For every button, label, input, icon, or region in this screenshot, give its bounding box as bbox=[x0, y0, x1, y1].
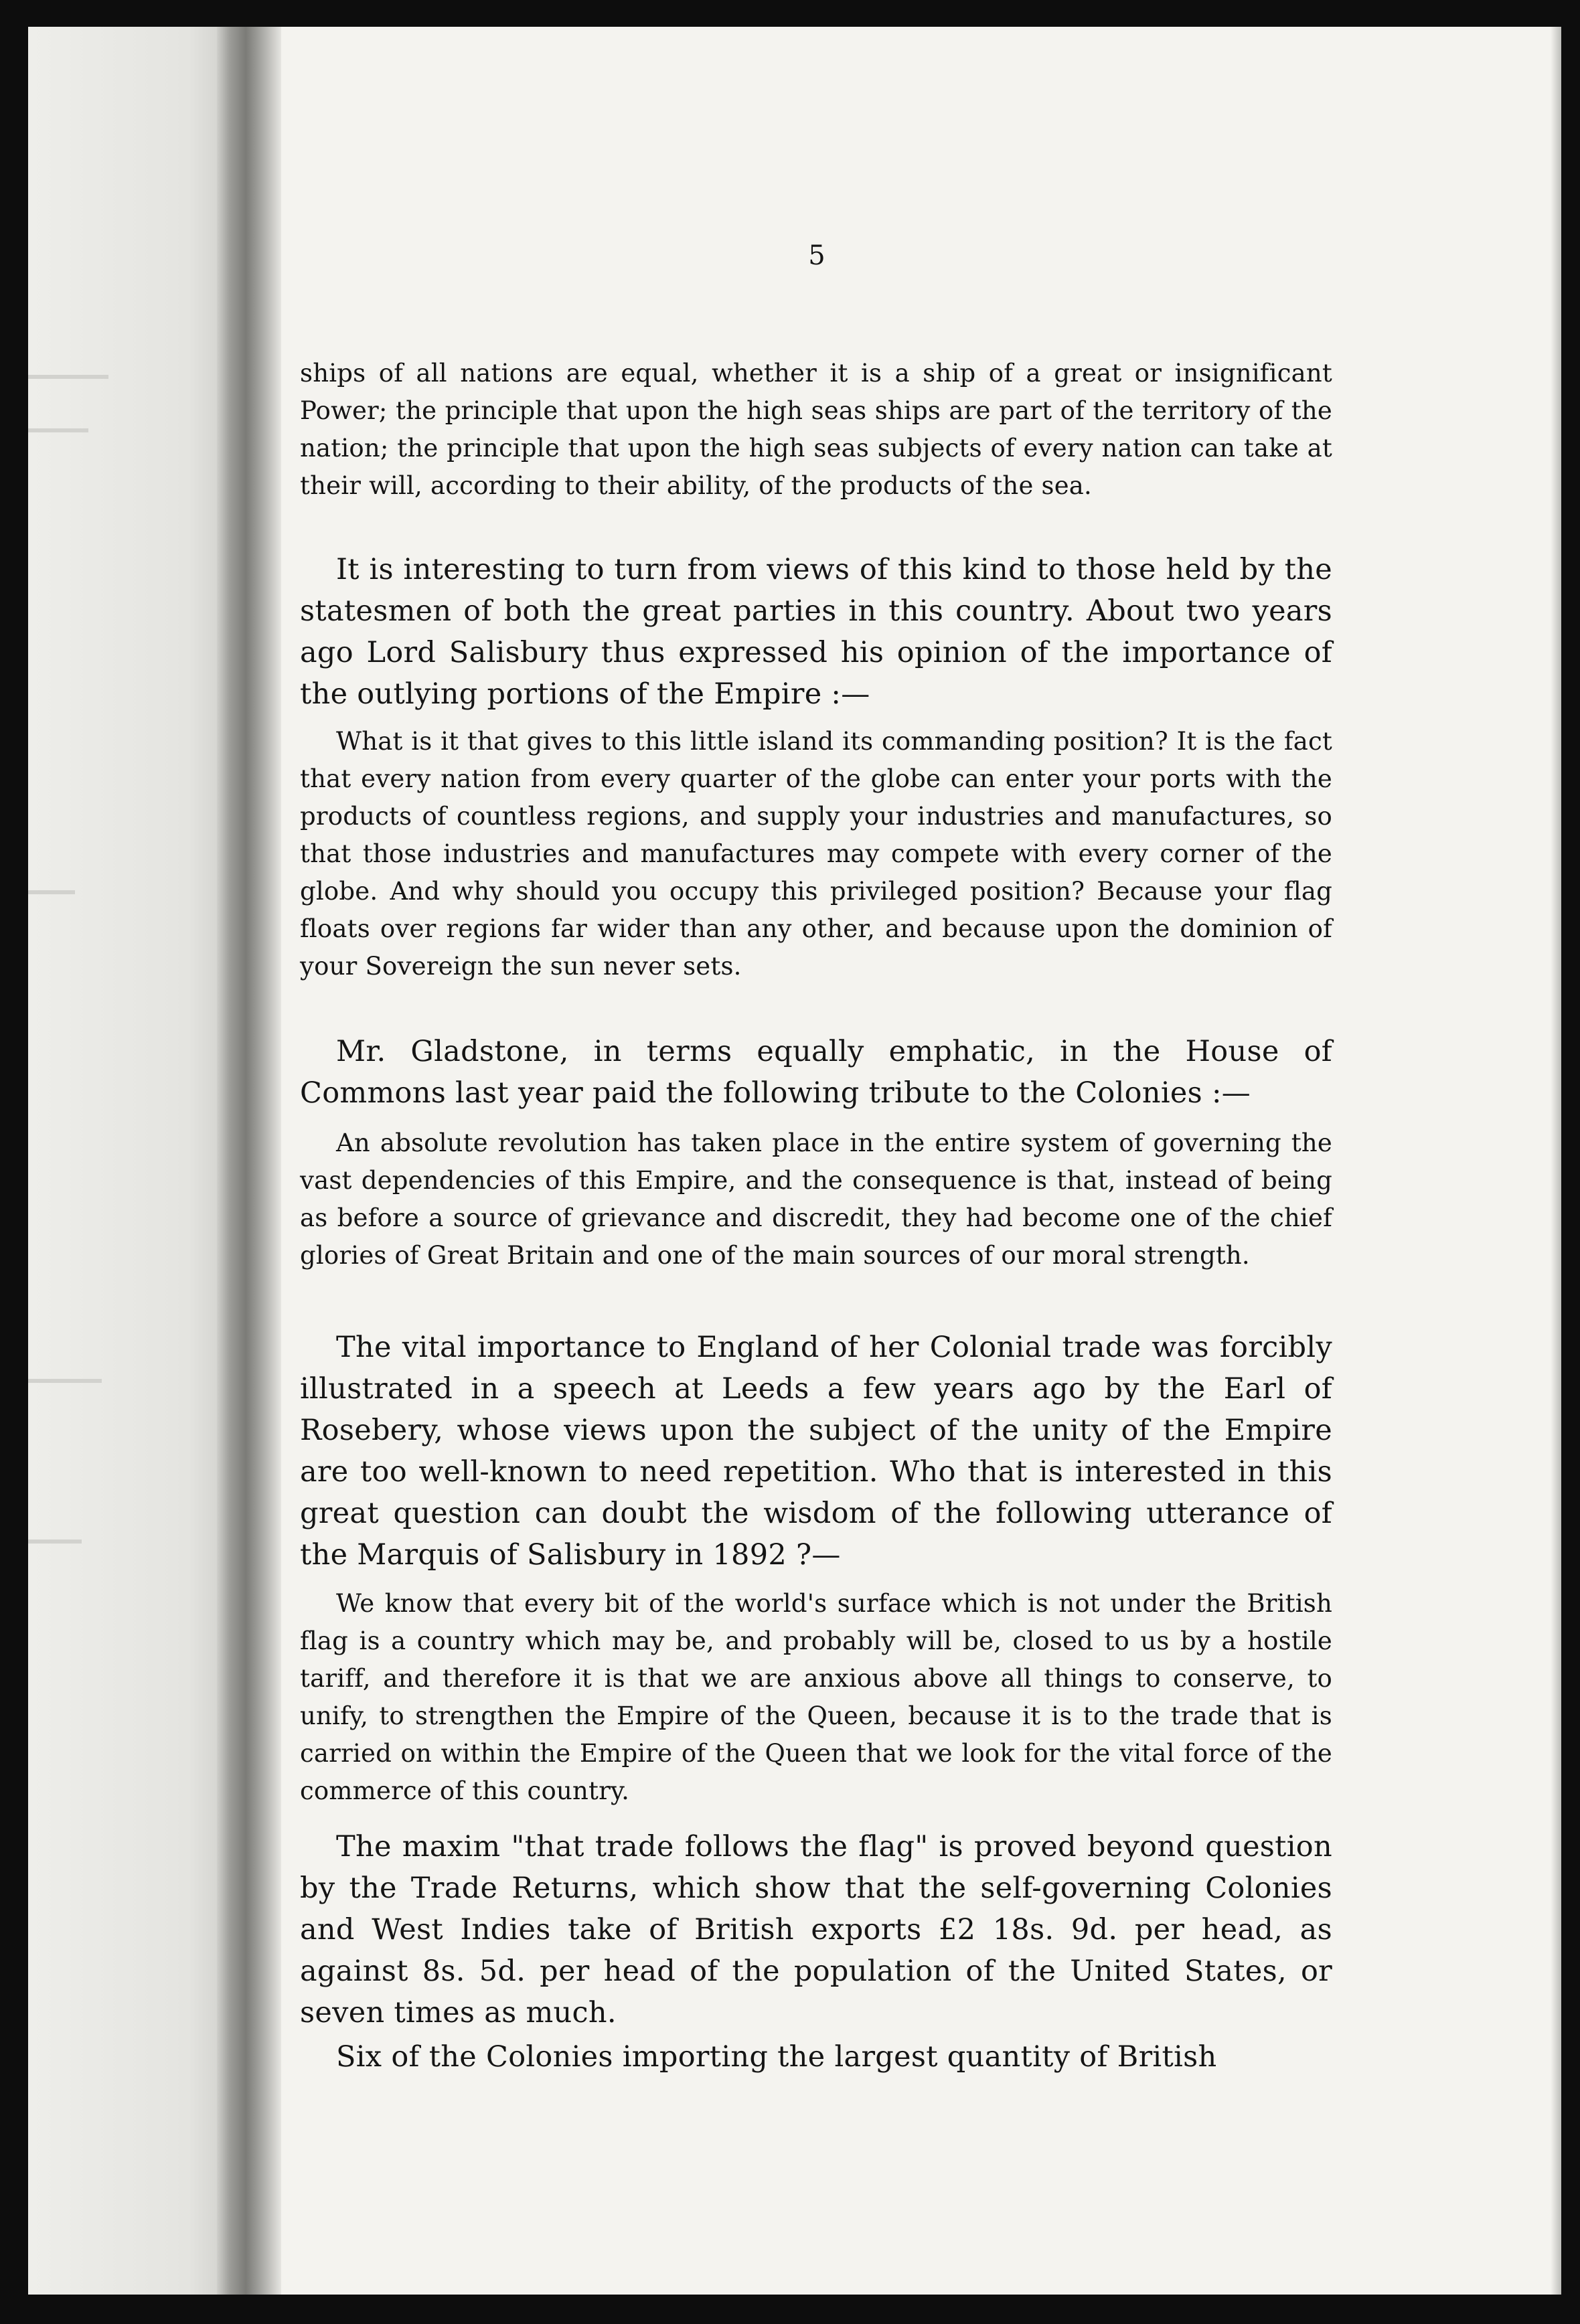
facing-page-edge bbox=[28, 27, 217, 2295]
quote-paragraph: What is it that gives to this little island its commanding position? It is the fact that every nation from every quarter of the globe can enter your ports with the products of countless regions, and supply your industries and manufactures, so that those industries and manufactures may compete with every corner of the globe. And why should you occupy this privileged position? Because your flag floats over regions far wider than any other, and because upon the dominion of your Sovereign the sun never sets. bbox=[300, 727, 1332, 981]
facing-page-bleed bbox=[28, 428, 88, 432]
paper-sheet bbox=[28, 27, 1561, 2295]
facing-page-bleed bbox=[28, 375, 108, 379]
facing-page-bleed bbox=[28, 1379, 102, 1383]
body-paragraph: The vital importance to England of her Colonial trade was forcibly illustrated in a speech at Leeds a few years ago by the Earl of Rosebery, whose views upon the subject of the unity of the Empire are too well-known to need repetition. Who that is interested in this great question can doubt the wisdom of the following utterance of the Marquis of Salisbury in 1892 ?— bbox=[300, 1331, 1332, 1572]
body-paragraph: Mr. Gladstone, in terms equally emphatic, in the House of Commons last year paid the following tribute to the Colonies :— bbox=[300, 1035, 1332, 1110]
facing-page-bleed bbox=[28, 1540, 82, 1544]
body-paragraph: It is interesting to turn from views of this kind to those held by the statesmen of both the great parties in this country. About two years ago Lord Salisbury thus expressed his opinion of the importance of the outlying portions of the Empire :— bbox=[300, 553, 1332, 711]
body-paragraph: Six of the Colonies importing the largest quantity of British bbox=[336, 2040, 1217, 2074]
quote-paragraph: An absolute revolution has taken place in the entire system of governing the vast dependencies of this Empire, and the consequence is that, instead of being as before a source of grievance and discredit, they had become one of the chief glories of Great Britain and one of the main sources of our moral strength. bbox=[300, 1129, 1332, 1270]
page-number: 5 bbox=[808, 240, 825, 271]
body-paragraph: The maxim "that trade follows the flag" is proved beyond question by the Trade Returns, which show that the self-governing Colonies and West Indies take of British exports £2 18s. 9d. per head, as against 8s. 5d. per head of the population of the United States, or seven times as much. bbox=[300, 1830, 1332, 2029]
quote-paragraph: ships of all nations are equal, whether it is a ship of a great or insignificant Power; the principle that upon the high seas ships are part of the territory of the nation; the principle that upon the high seas subjects of every nation can take at their will, according to their ability, of the products of the sea. bbox=[300, 359, 1332, 500]
quote-paragraph: We know that every bit of the world's surface which is not under the British flag is a country which may be, and probably will be, closed to us by a hostile tariff, and therefore it is that we are anxious above all things to conserve, to unify, to strengthen the Empire of the Queen, because it is to the trade that is carried on within the Empire of the Queen that we look for the vital force of the commerce of this country. bbox=[300, 1589, 1332, 1805]
facing-page-bleed bbox=[28, 890, 75, 894]
page-edge-shadow bbox=[1551, 27, 1561, 2295]
binding-shadow bbox=[217, 27, 281, 2295]
